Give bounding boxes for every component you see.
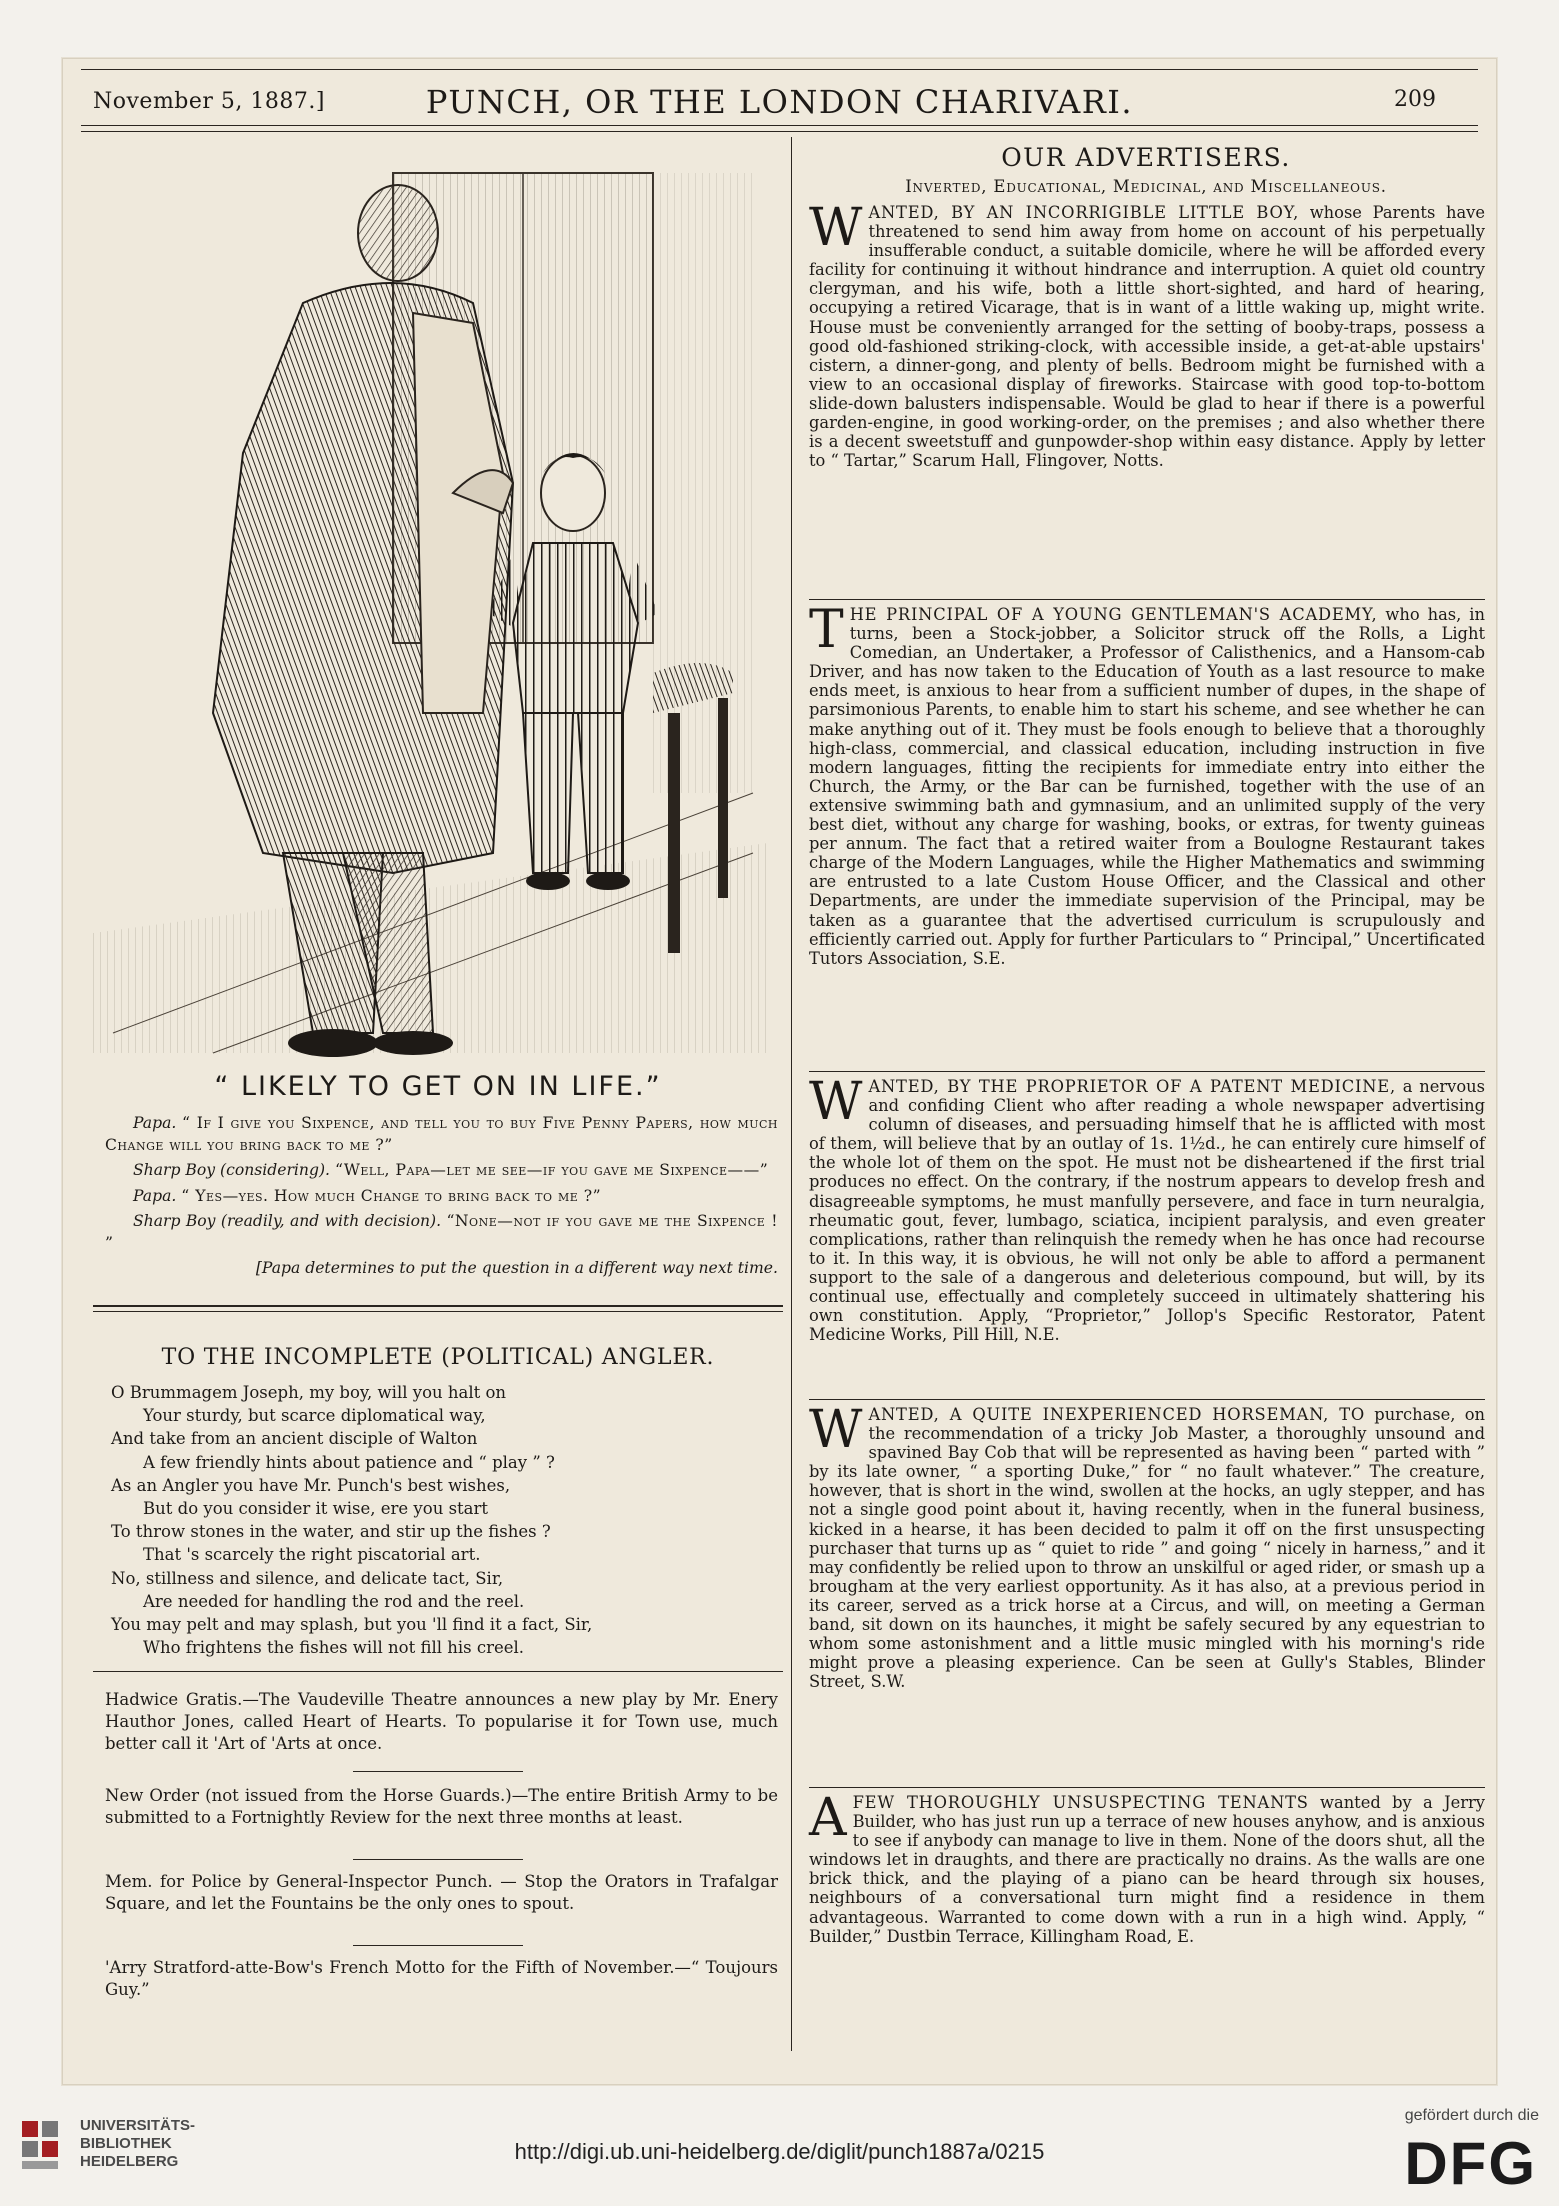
ad-heading: ANTED, BY THE PROPRIETOR OF A PATENT MEDICINE, bbox=[868, 1077, 1396, 1096]
dialogue-line bbox=[105, 1186, 778, 1208]
poem-line: A few friendly hints about patience and “ play ” ? bbox=[143, 1452, 555, 1472]
poem-line: No, stillness and silence, and delicate tact, Sir, bbox=[111, 1568, 504, 1588]
ad-body: whose Parents have threatened to send him away from home on account of his perpetually insufferable conduct, a suitable domicile, where he will be afforded every facility for continuing it without hindrance and interruption. A quiet old country clergyman, and his wife, both a little short-sighted, and hard of hearing, occupying a retired Vicarage, that is in want of a little waking up, might write. House must be conveniently arranged for the setting of booby-traps, possess a good old-fashioned striking-clock, with accessible inside, a get-at-able upstairs' cistern, a dinner-gong, and plenty of bells. Bedroom might be furnished with a view to an occasional display of fireworks. Staircase with good top-to-bottom slide-down balusters indispensable. Would be glad to hear if there is a powerful garden-engine, in good working-order, on the premises ; and also whether there is a decent sweetstuff and gunpowder-shop within easy distance. Apply by letter to “ Tartar,” Scarum Hall, Flingover, Notts. bbox=[809, 203, 1486, 471]
poem-line: That 's scarcely the right piscatorial art. bbox=[143, 1545, 481, 1565]
newspaper-page bbox=[62, 58, 1497, 2085]
speech: “ If I give you Sixpence, and tell you to buy Five Penny Papers, how much Change will you bring back to me ?” bbox=[105, 1114, 778, 1154]
column-rule bbox=[791, 137, 792, 2051]
drop-capital: W bbox=[809, 1072, 863, 1132]
poem-line: O Brummagem Joseph, my boy, will you halt on bbox=[111, 1383, 507, 1402]
digitization-footer bbox=[0, 2095, 1559, 2206]
paragraph-mem-for-police bbox=[105, 1871, 778, 1915]
ad-body: who has, in turns, been a Stock-jobber, a Solicitor struck off the Rolls, a Light Comedian, an Undertaker, a Professor of Calisthenics, and a Hansom-cab Driver, and has now taken to the Education of Youth as a last resource to make ends meet, is anxious to hear from a sufficient number of dupes, in the shape of parsimonious Parents, to enable him to start his scheme, and see whether he can make anything out of it. They must be fools enough to believe that a thoroughly high-class, commercial, and classical education, including instruction in five modern languages, fitting the recipients for immediate entry into either the Church, the Army, or the Bar can be furnished, together with the use of an extensive swimming bath and gymnasium, and an unlimited supply of the very best diet, without any charge for washing, books, or extras, for twenty guineas per annum. The fact that a retired waiter from a Boulogne Restaurant takes charge of the Modern Languages, while the Higher Mathematics and swimming are entrusted to a late Custom House Officer, and the Classical and other Departments, are under the immediate supervision of the Principal, may be taken as a guarantee that the advertised curriculum is scrupulously and efficiently carried out. Apply for further Particulars to “ Principal,” Uncertificated Tutors Association, S.E. bbox=[809, 605, 1485, 968]
page-header bbox=[93, 75, 1466, 123]
stage-direction: [Papa determines to put the question in a different way next time. bbox=[255, 1259, 778, 1277]
cartoon-dialogue bbox=[105, 1113, 778, 1284]
section-rule bbox=[93, 1305, 783, 1307]
poem-line: And take from an ancient disciple of Walton bbox=[111, 1429, 478, 1449]
ad-heading: ANTED, A QUITE INEXPERIENCED HORSEMAN, TO bbox=[868, 1405, 1366, 1424]
library-name-line: HEIDELBERG bbox=[80, 2153, 179, 2170]
speech: “None—not if you gave me the Sixpence ! ” bbox=[105, 1212, 778, 1252]
ad-rule bbox=[809, 1787, 1485, 1788]
dialogue-line bbox=[105, 1113, 778, 1156]
issue-date: November 5, 1887.] bbox=[93, 89, 325, 114]
paragraph-text: 'Arry Stratford-atte-Bow's French Motto for the Fifth of November.—“ Toujours Guy.” bbox=[105, 1958, 778, 1999]
ad-rule bbox=[809, 599, 1485, 600]
ad-heading: ANTED, BY AN INCORRIGIBLE LITTLE BOY, bbox=[868, 203, 1300, 222]
dfg-logo: DFG bbox=[1404, 2130, 1537, 2197]
poem-title: TO THE INCOMPLETE (POLITICAL) ANGLER. bbox=[161, 1345, 715, 1370]
poem-line: Who frightens the fishes will not fill his creel. bbox=[143, 1638, 525, 1658]
drop-capital: A bbox=[809, 1788, 847, 1848]
ad-unsuspecting-tenants bbox=[809, 1788, 1485, 1946]
top-frame-rule bbox=[81, 69, 1478, 70]
speech: “ Yes—yes. How much Change to bring back to me ?” bbox=[181, 1186, 602, 1205]
drop-capital: W bbox=[809, 198, 863, 258]
advertisers-subtitle: Inverted, Educational, Medicinal, and Miscellaneous. bbox=[905, 177, 1387, 196]
paragraph-text: Hadwice Gratis.—The Vaudeville Theatre announces a new play by Mr. Enery Hauthor Jones, called Heart of Hearts. To popularise it for Town use, much better call it 'Art of 'Arts at once. bbox=[105, 1690, 778, 1753]
poem bbox=[111, 1381, 781, 1659]
paragraph-text: Mem. for Police by General-Inspector Punch. — Stop the Orators in Trafalgar Square, and let the Fountains be the only ones to spout. bbox=[105, 1872, 778, 1913]
drop-capital: T bbox=[809, 600, 844, 660]
masthead: PUNCH, OR THE LONDON CHARIVARI. bbox=[425, 83, 1134, 121]
library-name-line: UNIVERSITÄTS- bbox=[80, 2117, 196, 2134]
poem-line: But do you consider it wise, ere you start bbox=[143, 1499, 489, 1519]
ad-young-gentlemans-academy bbox=[809, 600, 1485, 968]
short-rule bbox=[353, 1859, 523, 1860]
speaker: Papa. bbox=[133, 1114, 177, 1132]
poem-line: Your sturdy, but scarce diplomatical way, bbox=[143, 1406, 486, 1426]
permalink-url[interactable]: http://digi.ub.uni-heidelberg.de/diglit/punch1887a/0215 bbox=[514, 2139, 1045, 2164]
ad-heading: HE PRINCIPAL OF A YOUNG GENTLEMAN'S ACADEMY, bbox=[849, 605, 1378, 624]
cartoon-title: “ LIKELY TO GET ON IN LIFE.” bbox=[214, 1071, 662, 1102]
paragraph-hadwice-gratis bbox=[105, 1689, 778, 1755]
poem-line: You may pelt and may splash, but you 'll find it a fact, Sir, bbox=[111, 1615, 593, 1635]
ad-rule bbox=[809, 1071, 1485, 1072]
ad-body: a nervous and confiding Client who after reading a whole newspaper advertising column of diseases, and persuading himself that he is afflicted with most of them, will believe that by an outlay of 1s. 1½d., he can entirely cure himself of the whole lot of them on the spot. He must not be disheartened if the first trial produces no effect. On the contrary, if the nostrum appears to develop fresh and disagreeable symptoms, he must manfully persevere, and face in turn neuralgia, rheumatic gout, fever, lumbago, sciatica, incipient paralysis, and even greater complications, rather than relinquish the remedy when he has once had recourse to it. In this way, it is obvious, he will not only be able to afford a permanent support to the sale of a dangerous and deleterious compound, but will, by its continual use, effectually and completely succeed in ultimately shattering his own constitution. Apply, “Proprietor,” Jollop's Specific Restorator, Patent Medicine Works, Pill Hill, N.E. bbox=[809, 1077, 1485, 1345]
section-rule-thin bbox=[93, 1311, 783, 1312]
poem-line: Are needed for handling the rod and the reel. bbox=[143, 1591, 525, 1611]
speaker: Sharp Boy (considering). bbox=[133, 1161, 330, 1179]
page-number: 209 bbox=[1394, 87, 1436, 112]
cartoon-illustration bbox=[93, 153, 768, 1093]
library-name-line: BIBLIOTHEK bbox=[80, 2135, 172, 2152]
ad-patent-medicine bbox=[809, 1072, 1485, 1345]
ad-heading: FEW THOROUGHLY UNSUSPECTING TENANTS bbox=[852, 1793, 1309, 1812]
ad-rule bbox=[809, 1399, 1485, 1400]
dialogue-line bbox=[105, 1211, 778, 1254]
dialogue-line bbox=[105, 1160, 778, 1182]
header-rule bbox=[81, 125, 1478, 126]
header-rule-thin bbox=[81, 131, 1478, 132]
speech: “Well, Papa—let me see—if you gave me Sixpence——” bbox=[334, 1161, 769, 1179]
ad-incorrigible-boy bbox=[809, 198, 1486, 471]
ad-inexperienced-horseman bbox=[809, 1400, 1485, 1692]
ad-body: purchase, on the recommendation of a tricky Job Master, a thoroughly unsound and spavined Bay Cob that will be represented as having been “ parted with ” by its late owner, “ a sporting Duke,” for “ no fault whatever.” The creature, however, that is short in the wind, swollen at the hocks, an ugly stepper, and has not a single good point about it, having recently, when in the funeral business, kicked in a hearse, it has been decided to palm it off on the first unsuspecting purchaser that turns up as “ quiet to ride ” and going “ nicely in harness,” and it may confidently be relied upon to throw an unskilful or aged rider, or smash up a brougham at the very earliest opportunity. As it has also, at a previous period in its career, served as a trick horse at a Circus, and will, on meeting a German band, sit down on its haunches, it might be safely secured by any equestrian to whom some astonishment and a little music mingled with his morning's ride might prove a pleasing experience. Can be seen at Gully's Stables, Blinder Street, S.W. bbox=[809, 1405, 1485, 1692]
paragraph-arry-motto bbox=[105, 1957, 778, 2001]
speaker: Sharp Boy (readily, and with decision). bbox=[133, 1212, 442, 1230]
section-rule bbox=[93, 1671, 783, 1672]
poem-line: As an Angler you have Mr. Punch's best wishes, bbox=[111, 1475, 511, 1495]
poem-line: To throw stones in the water, and stir up the fishes ? bbox=[111, 1522, 551, 1542]
advertisers-title: OUR ADVERTISERS. bbox=[1001, 143, 1291, 172]
funding-note: gefördert durch die bbox=[1404, 2107, 1539, 2124]
speaker: Papa. bbox=[133, 1186, 177, 1205]
short-rule bbox=[353, 1771, 523, 1772]
ad-body: wanted by a Jerry Builder, who has just run up a terrace of new houses anyhow, and is anxious to see if anybody can manage to live in them. None of the doors shut, all the windows let in draughts, and there are practically no drains. As the walls are one brick thick, and the playing of a piano can be heard through six houses, neighbours of a conversational turn might find a residence in them advantageous. Warranted to come down with a run in a high wind. Apply, “ Builder,” Dustbin Terrace, Killingham Road, E. bbox=[809, 1793, 1485, 1946]
paragraph-text: New Order (not issued from the Horse Guards.)—The entire British Army to be submitted to a Fortnightly Review for the next three months at least. bbox=[105, 1786, 778, 1827]
paragraph-new-order bbox=[105, 1785, 778, 1829]
short-rule bbox=[353, 1945, 523, 1946]
drop-capital: W bbox=[809, 1400, 863, 1460]
